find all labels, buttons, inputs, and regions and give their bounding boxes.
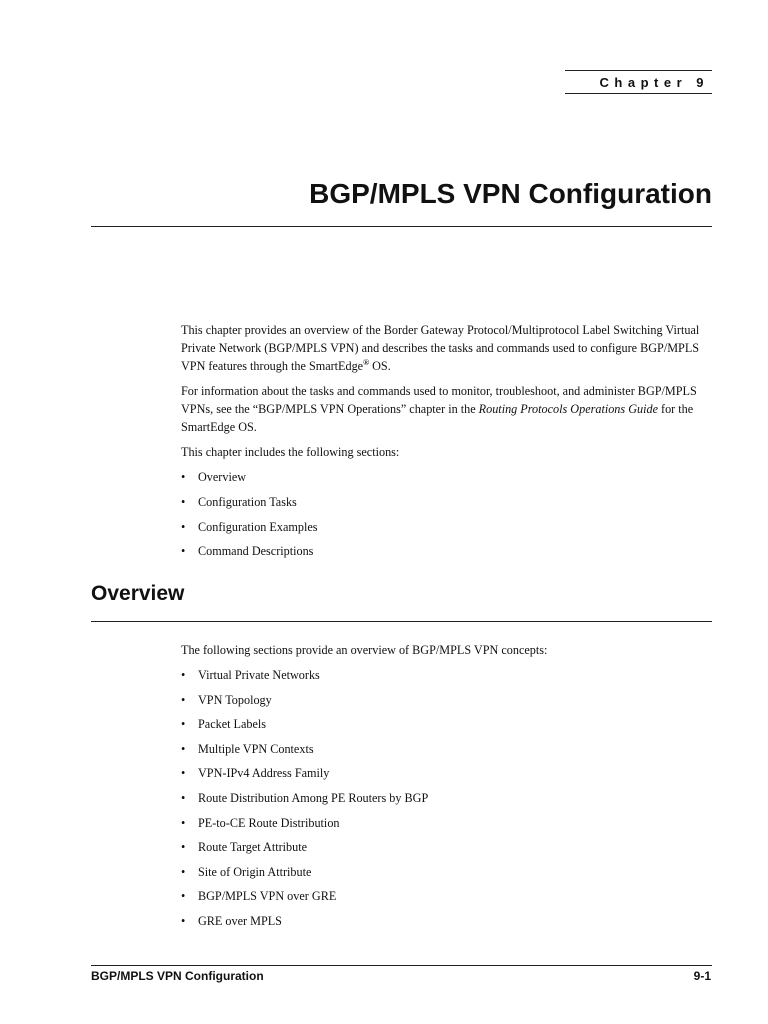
guide-title: Routing Protocols Operations Guide xyxy=(478,402,658,416)
bullet: • xyxy=(181,494,186,509)
intro-paragraph-2: For information about the tasks and commands used to monitor, troubleshoot, and administer BGP/MPLS VPNs, see the “BGP/MPLS VPN Operations” chapter in the Routing Protocols Operations Guide for the SmartEdge OS. xyxy=(181,384,697,434)
overview-topic-item: • VPN-IPv4 Address Family xyxy=(181,766,330,781)
intro-section xyxy=(181,321,713,567)
bullet: • xyxy=(181,741,186,756)
overview-topic-item: • VPN Topology xyxy=(181,692,272,707)
overview-topic-item: • GRE over MPLS xyxy=(181,913,282,928)
bullet: • xyxy=(181,519,186,534)
registered-mark: ® xyxy=(363,357,370,367)
bullet: • xyxy=(181,840,186,855)
bullet: • xyxy=(181,864,186,879)
intro-paragraph-3: This chapter includes the following sections: xyxy=(181,445,400,459)
footer-title: BGP/MPLS VPN Configuration xyxy=(91,969,264,983)
section-list-item: • Command Descriptions xyxy=(181,544,314,559)
bullet: • xyxy=(181,913,186,928)
bullet: • xyxy=(181,889,186,904)
page-number: 9-1 xyxy=(693,969,711,983)
overview-topic-item: • Virtual Private Networks xyxy=(181,668,320,682)
intro-paragraph-1: This chapter provides an overview of the Border Gateway Protocol/Multiprotocol Label Switching Virtual Private Network (BGP/MPLS VPN) and describes the tasks and commands used to configure BGP/MPLS VPN features through the SmartEdge® OS. xyxy=(181,323,700,373)
bullet: • xyxy=(181,815,186,830)
section-list-item: • Configuration Tasks xyxy=(181,494,297,509)
section-list-item: • Configuration Examples xyxy=(181,519,318,534)
bullet: • xyxy=(181,717,186,732)
overview-section xyxy=(181,641,713,937)
bullet: • xyxy=(181,544,186,559)
chapter-label: Chapter 9 xyxy=(599,75,709,90)
overview-heading: Overview xyxy=(91,582,185,605)
bullet: • xyxy=(181,668,186,682)
title-divider xyxy=(91,226,712,227)
bullet: • xyxy=(181,790,186,805)
footer-divider xyxy=(91,965,712,966)
overview-topic-list xyxy=(181,666,713,930)
page-title: BGP/MPLS VPN Configuration xyxy=(309,178,712,209)
section-list xyxy=(181,468,713,560)
overview-intro: The following sections provide an overview of BGP/MPLS VPN concepts: xyxy=(181,643,548,657)
chapter-header-box xyxy=(565,70,712,94)
section-list-item: • Overview xyxy=(181,470,247,484)
overview-topic-item: • Site of Origin Attribute xyxy=(181,864,312,879)
bullet: • xyxy=(181,692,186,707)
bullet: • xyxy=(181,766,186,781)
overview-divider xyxy=(91,621,712,622)
overview-topic-item: • Route Distribution Among PE Routers by BGP xyxy=(181,790,429,805)
overview-topic-item: • BGP/MPLS VPN over GRE xyxy=(181,889,337,904)
overview-topic-item: • Multiple VPN Contexts xyxy=(181,741,314,756)
overview-topic-item: • Packet Labels xyxy=(181,717,267,732)
overview-topic-item: • Route Target Attribute xyxy=(181,840,308,855)
bullet: • xyxy=(181,470,186,484)
overview-topic-item: • PE-to-CE Route Distribution xyxy=(181,815,340,830)
